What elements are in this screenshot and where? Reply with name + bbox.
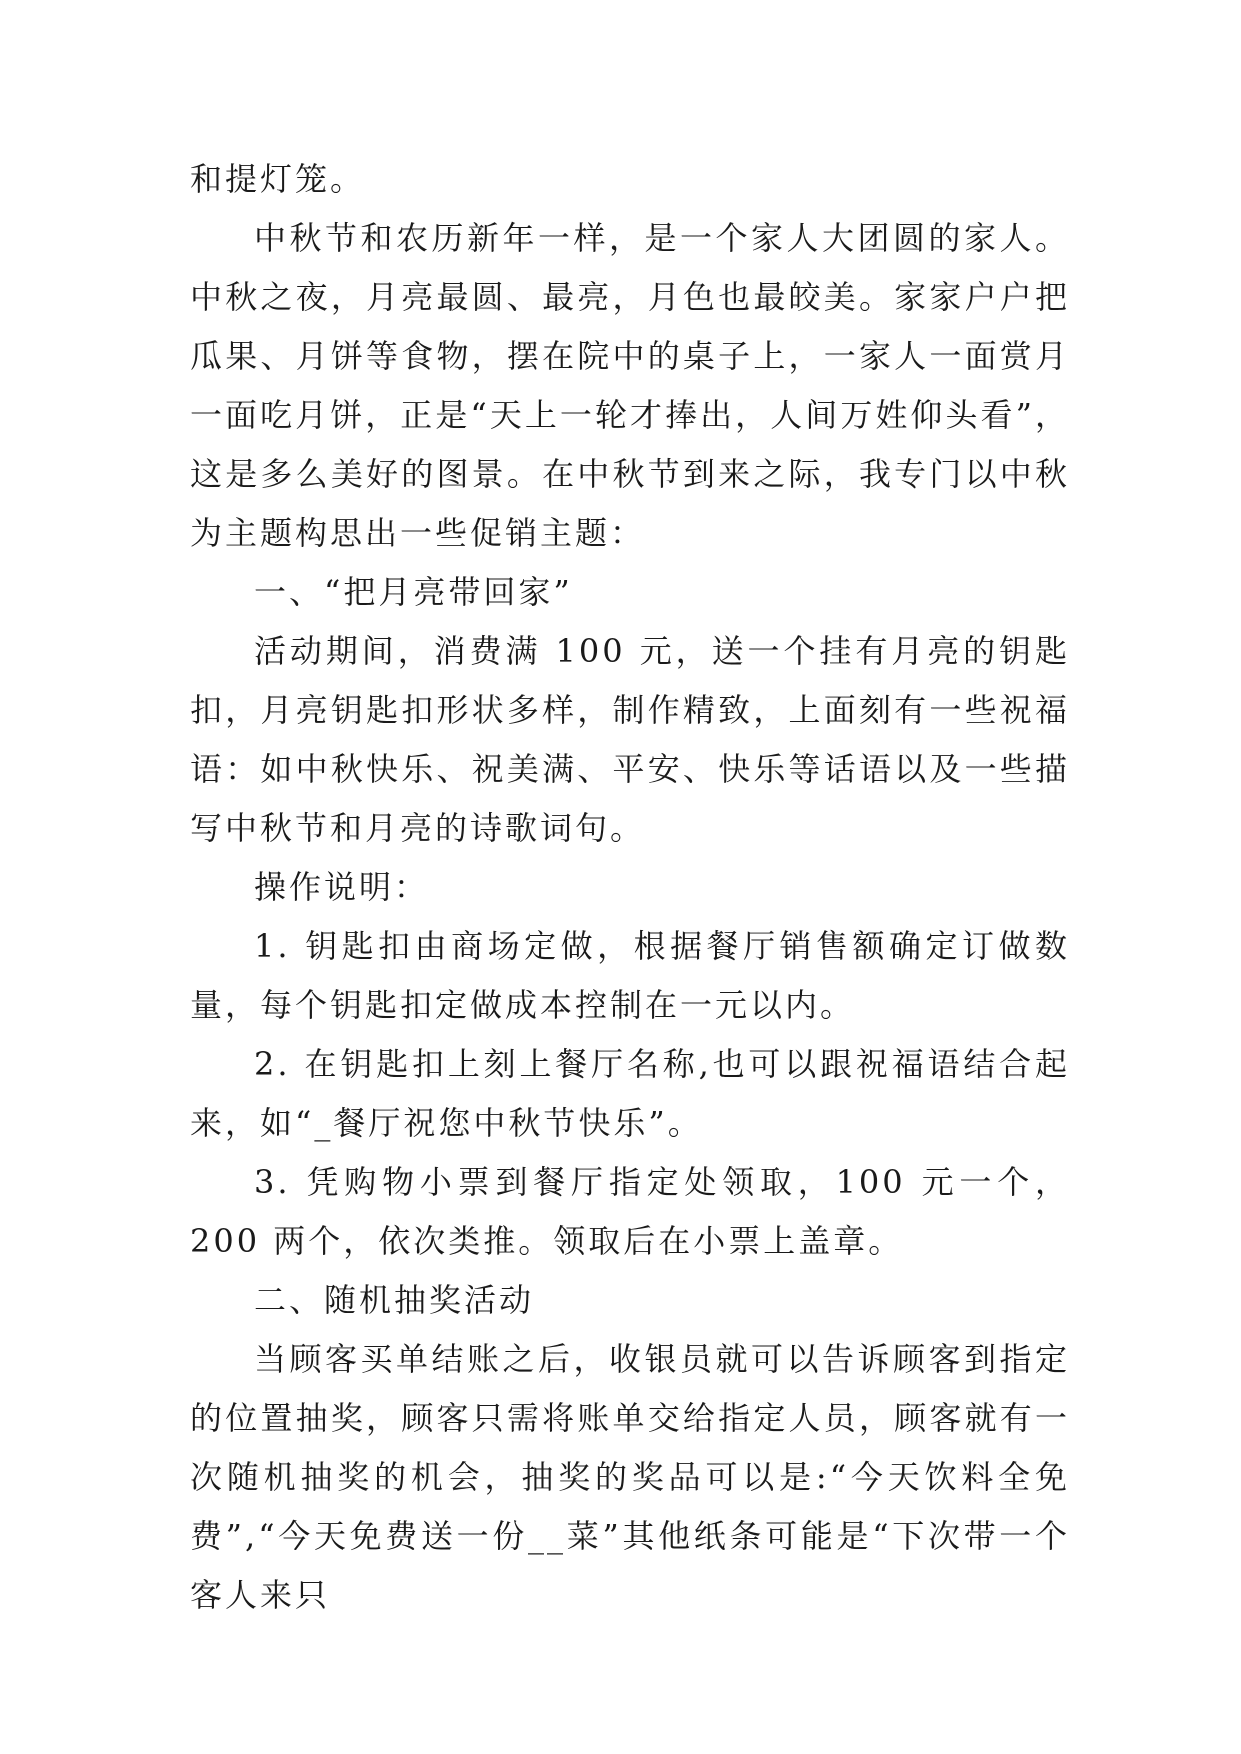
paragraph-lucky-draw-description: 当顾客买单结账之后，收银员就可以告诉顾客到指定的位置抽奖，顾客只需将账单交给指定人员，顾客就有一次随机抽奖的机会，抽奖的奖品可以是:“今天饮料全免费”,“今天免费送一份__菜”其他纸条可能是“下次带一个客人来只 [190,1340,1070,1614]
paragraph-continuation: 和提灯笼。 [190,160,366,198]
list-item-2: 2. 在钥匙扣上刻上餐厅名称,也可以跟祝福语结合起来，如“_餐厅祝您中秋节快乐”。 [190,1045,1070,1142]
paragraph-mid-autumn-intro: 中秋节和农历新年一样，是一个家人大团圆的家人。中秋之夜，月亮最圆、最亮，月色也最皎美。家家户户把瓜果、月饼等食物，摆在院中的桌子上，一家人一面赏月一面吃月饼，正是“天上一轮才捧出，人间万姓仰头看”，这是多么美好的图景。在中秋节到来之际，我专门以中秋为主题构思出一些促销主题： [190,219,1070,552]
document-body [190,150,1070,1625]
section-heading-lucky-draw: 二、随机抽奖活动 [254,1281,535,1319]
paragraph-activity-description: 活动期间，消费满 100 元，送一个挂有月亮的钥匙扣，月亮钥匙扣形状多样，制作精致，上面刻有一些祝福语：如中秋快乐、祝美满、平安、快乐等话语以及一些描写中秋节和月亮的诗歌词句。 [190,632,1070,847]
subheading-operation-notes: 操作说明： [254,868,430,906]
section-heading-bring-moon-home: 一、“把月亮带回家” [254,573,573,611]
list-item-3: 3. 凭购物小票到餐厅指定处领取，100 元一个，200 两个，依次类推。领取后在小票上盖章。 [190,1163,1070,1260]
list-item-1: 1. 钥匙扣由商场定做，根据餐厅销售额确定订做数量，每个钥匙扣定做成本控制在一元以内。 [190,927,1070,1024]
